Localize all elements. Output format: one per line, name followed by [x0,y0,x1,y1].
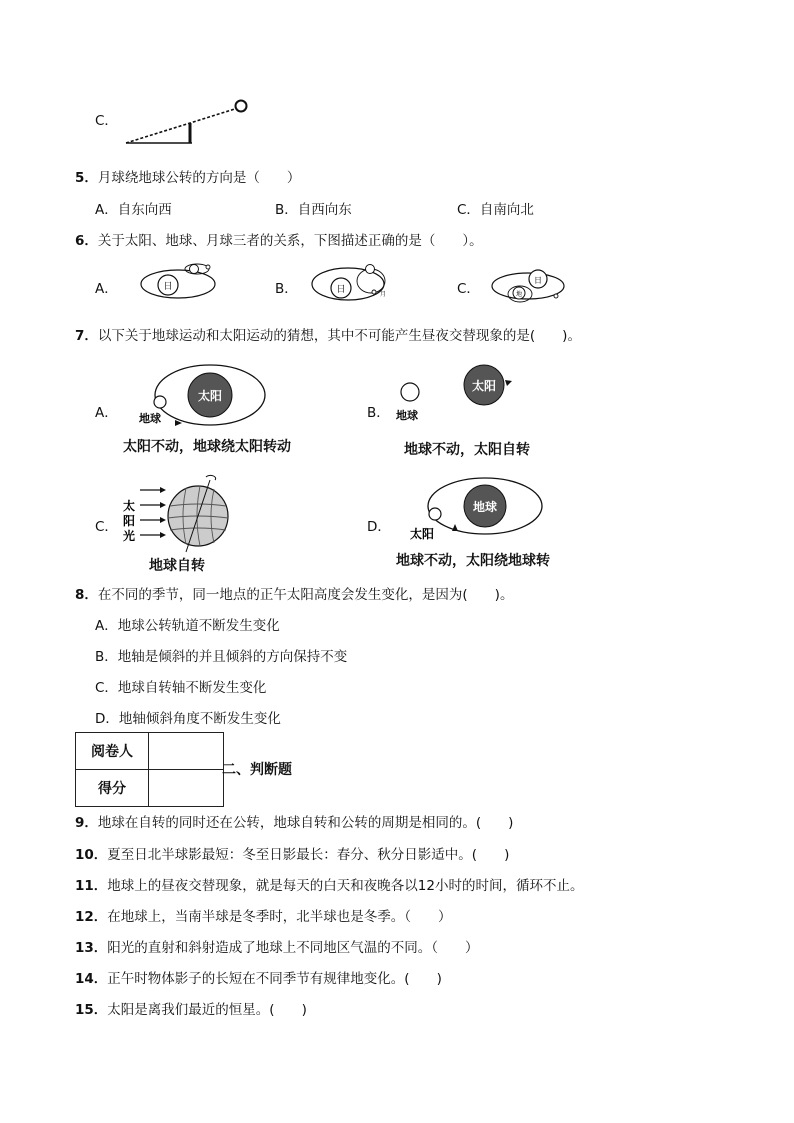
q8-option-a[interactable]: A．地球公转轨道不断发生变化 [95,618,280,634]
judgment-text: 夏至日北半球影最短：冬至日影最长：春分、秋分日影适中。( ) [107,847,510,863]
judgment-text: 阳光的直射和斜射造成了地球上不同地区气温的不同。（ ） [107,940,479,956]
q5-option-b[interactable]: B．自西向东 [275,202,352,218]
q6-option-b-label[interactable]: B． [275,281,298,297]
q7-option-b-label[interactable]: B． [367,405,390,421]
q7-d-caption: 地球不动，太阳绕地球转 [396,553,550,569]
q7-d-sun-text: 太阳 [410,527,435,541]
judgment-number: 12． [75,909,108,925]
q7-c-light-1: 太 [123,499,136,513]
q7-b-earth-text: 地球 [396,409,418,422]
judgment-item [75,811,513,831]
judgment-number: 14． [75,971,108,987]
judgment-text: 正午时物体影子的长短在不同季节有规律地变化。( ) [107,971,442,987]
judgment-text: 在地球上，当南半球是冬季时，北半球也是冬季。（ ） [107,909,452,925]
q5-number: 5． [75,170,98,186]
q6-option-a-diagram [138,260,220,302]
judgment-number: 11． [75,878,108,894]
q5-option-c[interactable]: C．自南向北 [457,202,534,218]
judgment-number: 13． [75,940,108,956]
judgment-number: 10． [75,847,108,863]
q7-option-c-diagram [120,474,240,554]
judgment-item [75,998,307,1018]
q6-option-b-diagram [310,260,392,304]
q5-option-a[interactable]: A．自东向西 [95,202,172,218]
judgment-item [75,905,452,925]
judgment-number: 9． [75,815,98,831]
q7-c-caption: 地球自转 [149,558,205,574]
q4-option-c-label: C． [95,113,118,129]
q4-option-c-figure [120,96,250,146]
q7-option-d-label[interactable]: D． [367,519,391,535]
q6-c-earth-char: 地 [515,291,523,298]
judgment-item [75,874,583,894]
q7-b-sun-text: 太阳 [471,379,497,393]
q5-text: 月球绕地球公转的方向是（ ） [97,170,301,186]
q7-option-a-label[interactable]: A． [95,405,118,421]
q7-stem [75,324,581,344]
section-2-title: 二、判断题 [222,762,292,778]
judgment-item [75,967,442,987]
judgment-item [75,936,479,956]
q8-text: 在不同的季节，同一地点的正午太阳高度会发生变化，是因为( )。 [97,587,514,603]
q7-a-sun-text: 太阳 [197,389,223,403]
q6-a-sun-char: 日 [163,282,173,292]
q7-option-a-diagram [130,362,270,430]
q6-number: 6． [75,233,98,249]
q6-option-a-label[interactable]: A． [95,281,118,297]
judgment-number: 15． [75,1002,108,1018]
q6-stem [75,229,483,249]
judgment-text: 地球在自转的同时还在公转，地球自转和公转的周期是相同的。( ) [97,815,514,831]
q8-stem [75,583,513,603]
q6-option-c-label[interactable]: C． [457,281,480,297]
q5-stem [75,166,300,186]
q7-a-earth-text: 地球 [139,412,161,425]
reviewer-label: 阅卷人 [76,733,149,770]
q7-c-light-2: 阳 [123,514,136,528]
score-blank[interactable] [149,770,224,807]
q6-c-sun-char: 日 [534,276,542,285]
q7-b-caption: 地球不动，太阳自转 [404,442,530,458]
judgment-text: 地球上的昼夜交替现象，就是每天的白天和夜晚各以12小时的时间，循环不止。 [107,878,584,894]
q8-option-b[interactable]: B．地轴是倾斜的并且倾斜的方向保持不变 [95,649,348,665]
q6-b-sun-char: 日 [336,285,346,295]
grading-table [75,732,224,807]
q6-text: 关于太阳、地球、月球三者的关系，下图描述正确的是（ ）。 [97,233,483,249]
q8-option-d[interactable]: D．地轴倾斜角度不断发生变化 [95,711,281,727]
q6-b-moon-char: 月 [380,291,387,298]
q7-d-earth-text: 地球 [472,500,498,514]
q7-option-d-diagram [405,474,550,546]
q6-option-c-diagram [490,262,570,306]
q7-option-c-label[interactable]: C． [95,519,118,535]
q8-option-c[interactable]: C．地球自转轴不断发生变化 [95,680,267,696]
reviewer-blank[interactable] [149,733,224,770]
score-label: 得分 [76,770,149,807]
q7-option-b-diagram [392,364,532,426]
q7-number: 7． [75,328,98,344]
q7-c-light-3: 光 [123,529,136,543]
q8-number: 8． [75,587,98,603]
judgment-text: 太阳是离我们最近的恒星。( ) [107,1002,307,1018]
judgment-item [75,843,509,863]
q7-a-caption: 太阳不动，地球绕太阳转动 [123,439,291,455]
q7-text: 以下关于地球运动和太阳运动的猜想，其中不可能产生昼夜交替现象的是( )。 [97,328,581,344]
